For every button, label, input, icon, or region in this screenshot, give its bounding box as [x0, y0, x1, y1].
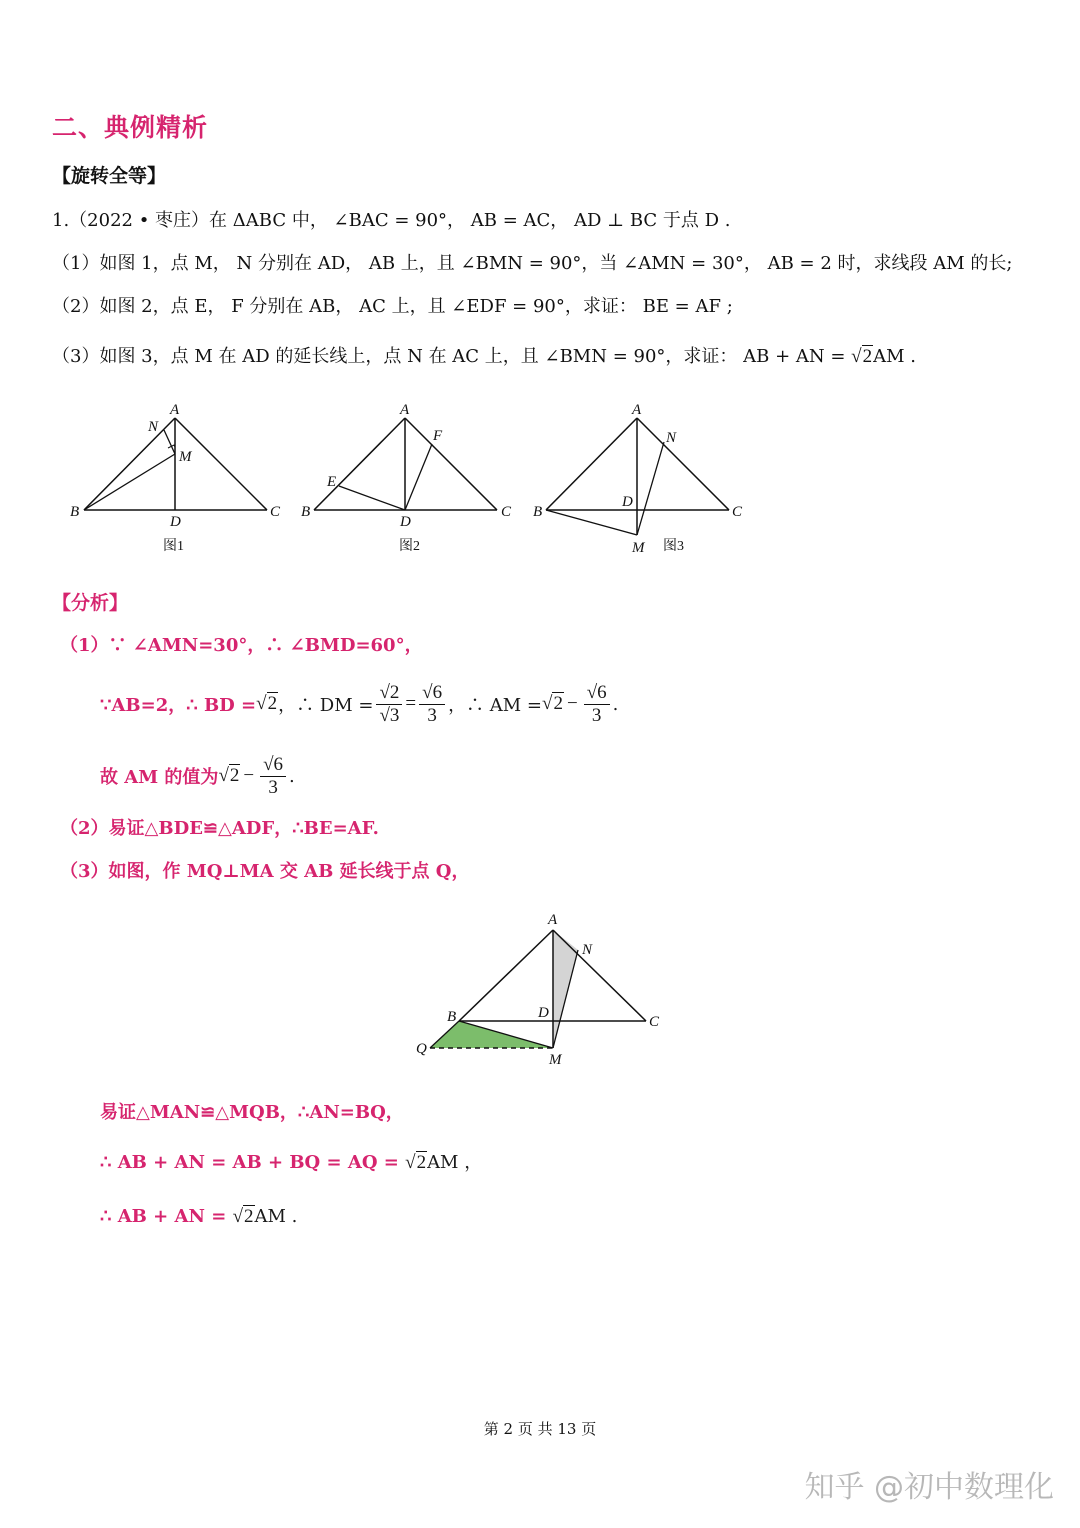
- fig2-label-d: D: [400, 514, 411, 530]
- step3-line3-prefix: ∴ AB + AN =: [100, 1206, 233, 1227]
- fig1-caption: 图1: [163, 539, 184, 554]
- problem-figures: [60, 398, 760, 563]
- analysis-step1-line2: ∵AB=2，∴ BD = √2 ，∴ DM = $\frac{√2}{√3}$ = $\frac{√6}{3}$ ，∴ AM = √2 − $\frac{√6}{3}$ .: [100, 681, 619, 726]
- step1-line2-part-c: ，∴ AM =: [448, 695, 543, 716]
- step3-line2-suffix: AM ，: [427, 1152, 483, 1173]
- fig3-label-n: N: [666, 430, 677, 446]
- fig3-label-m: M: [632, 540, 645, 556]
- fraction-sqrt6-over-3: $\frac{√6}{3}$: [419, 682, 445, 727]
- fraction-sqrt6-over-3-b: $\frac{√6}{3}$: [584, 682, 610, 727]
- analysis-step3-line2: [100, 1148, 482, 1174]
- fig3-label-a: A: [632, 402, 642, 418]
- analysis-step3-conclusion1: 易证△MAN≌△MQB，∴AN=BQ，: [100, 1102, 404, 1123]
- figure-1: [70, 402, 281, 554]
- minus-sign: −: [566, 693, 578, 714]
- fig2-label-b: B: [301, 504, 311, 520]
- fig3-label-c: C: [732, 504, 743, 520]
- step1-line3-prefix: 故 AM 的值为: [100, 767, 219, 788]
- analysis-figure: [410, 906, 680, 1071]
- step3-line2-prefix: ∴ AB + AN = AB + BQ = AQ =: [100, 1152, 406, 1173]
- fig1-label-a: A: [170, 402, 180, 418]
- section-title: 二、典例精析: [52, 113, 209, 142]
- sqrt2-c: √2: [218, 765, 240, 786]
- analysis-step1-line1: （1）∵ ∠AMN=30°，∴ ∠BMD=60°，: [60, 635, 423, 656]
- analysis-step3: （3）如图，作 MQ⊥MA 交 AB 延长线于点 Q，: [60, 861, 470, 882]
- fraction-sqrt2-over-sqrt3: $\frac{√2}{√3}$: [376, 682, 402, 727]
- watermark: 知乎 @初中数理化: [804, 1470, 1054, 1505]
- part3-prefix: （3）如图 3，点 M 在 AD 的延长线上，点 N 在 AC 上，且 ∠BMN = 90°，求证： AB + AN =: [52, 346, 852, 367]
- af-label-a: A: [548, 912, 558, 928]
- minus-sign-b: −: [243, 765, 255, 786]
- green-triangle: [430, 1021, 553, 1048]
- fig1-label-d: D: [170, 514, 181, 530]
- fig2-caption: 图2: [399, 539, 420, 554]
- figure-2: [301, 402, 512, 554]
- step1-line2-part-b: ，∴ DM =: [278, 695, 374, 716]
- analysis-step3-line3: [100, 1206, 297, 1228]
- fig2-label-a: A: [400, 402, 410, 418]
- fig2-label-c: C: [501, 504, 512, 520]
- sqrt2-d: √2: [405, 1152, 427, 1173]
- fig1-label-m: M: [179, 449, 192, 465]
- gray-triangle: [553, 930, 578, 1048]
- sqrt-2: √2: [851, 346, 873, 367]
- sqrt2-a: √2: [256, 693, 278, 714]
- part3-suffix: AM .: [873, 346, 916, 367]
- sqrt2-e: √2: [232, 1206, 254, 1227]
- sqrt2-b: √2: [542, 693, 563, 714]
- af-label-c: C: [649, 1014, 660, 1030]
- figure-3: [533, 402, 743, 556]
- fig2-label-e: E: [327, 474, 337, 490]
- analysis-heading: 【分析】: [52, 592, 129, 614]
- fig3-caption: 图3: [663, 539, 684, 554]
- af-label-q: Q: [416, 1041, 427, 1057]
- fraction-sqrt6-over-3-c: $\frac{√6}{3}$: [260, 754, 286, 799]
- fig1-label-b: B: [70, 504, 80, 520]
- fig3-label-d: D: [622, 494, 633, 510]
- fig3-label-b: B: [533, 504, 543, 520]
- page-footer: 第 2 页 共 13 页: [483, 1420, 597, 1438]
- af-label-m: M: [549, 1052, 562, 1068]
- af-label-d: D: [538, 1005, 549, 1021]
- problem-part2: （2）如图 2，点 E， F 分别在 AB， AC 上，且 ∠EDF = 90°，求证： BE = AF ;: [52, 296, 733, 317]
- problem-part1: （1）如图 1，点 M， N 分别在 AD， AB 上，且 ∠BMN = 90°，当 ∠AMN = 30°， AB = 2 时，求线段 AM 的长;: [52, 253, 1013, 274]
- af-label-n: N: [582, 942, 593, 958]
- fig2-label-f: F: [433, 428, 443, 444]
- step1-line2-part-a: ∵AB=2，∴ BD =: [100, 695, 257, 716]
- af-label-b: B: [447, 1009, 457, 1025]
- fig1-label-c: C: [270, 504, 281, 520]
- category-tag: 【旋转全等】: [52, 165, 167, 187]
- problem-part3: [52, 342, 916, 368]
- analysis-step2: （2）易证△BDE≌△ADF，∴BE=AF.: [60, 818, 379, 839]
- problem-stem: 1.（2022 • 枣庄）在 ΔABC 中， ∠BAC = 90°， AB = AC， AD ⊥ BC 于点 D .: [52, 210, 731, 231]
- fig1-label-n: N: [148, 419, 159, 435]
- analysis-step1-line3: 故 AM 的值为 √2 − $\frac{√6}{3}$ .: [100, 753, 295, 798]
- step3-line3-suffix: AM .: [254, 1206, 298, 1227]
- equals-sign: =: [405, 693, 417, 714]
